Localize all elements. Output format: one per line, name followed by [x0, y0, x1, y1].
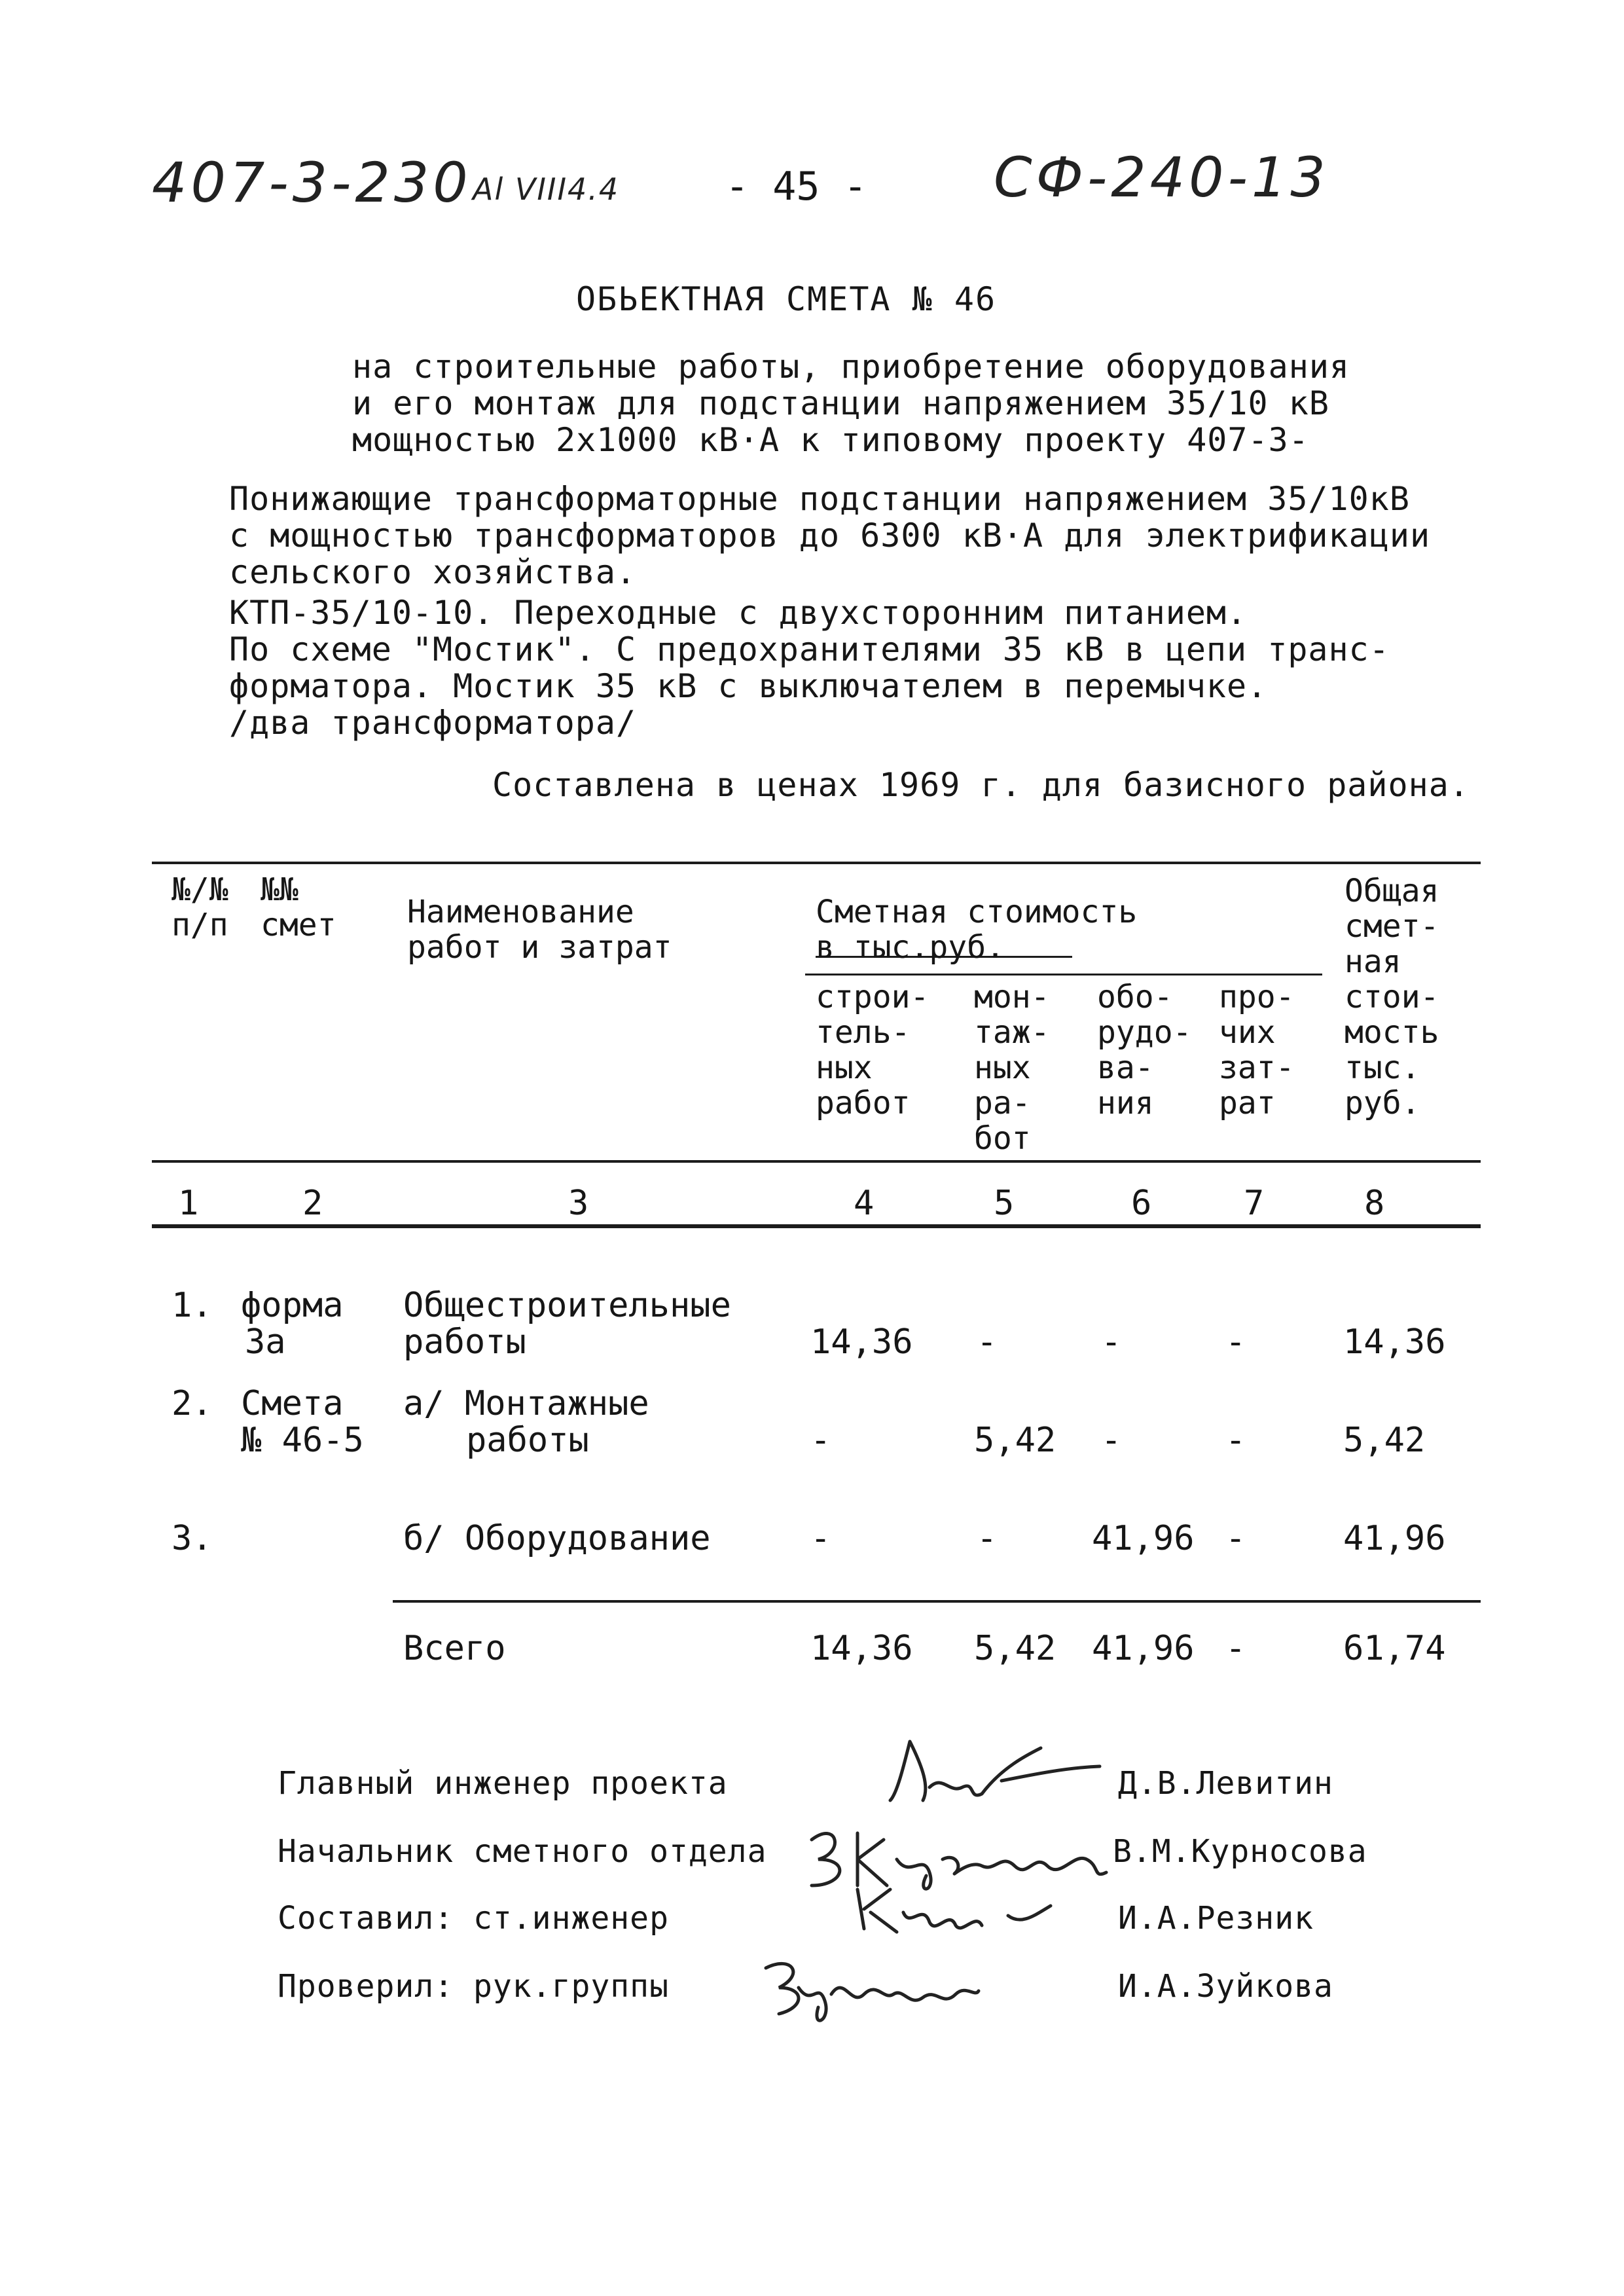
- document-code: 407-3-230: [152, 151, 472, 215]
- table-row-work-name: б/ Оборудование: [403, 1519, 711, 1558]
- table-row-estimate: Смета № 46-5: [241, 1384, 364, 1460]
- table-cell-total: 14,36: [1343, 1322, 1446, 1362]
- signature-scrawl: [753, 1948, 988, 2033]
- price-basis-note: Составлена в ценах 1969 г. для базисного района.: [492, 766, 1470, 804]
- header-estimate-number: №№ смет: [261, 871, 336, 943]
- table-row-number: 2.: [171, 1384, 213, 1423]
- table-cell-equipment: -: [1101, 1322, 1122, 1362]
- total-installation: 5,42: [974, 1629, 1056, 1668]
- header-installation: мон- таж- ных ра- бот: [974, 979, 1050, 1157]
- column-number: 1: [178, 1184, 199, 1223]
- table-cell-total: 5,42: [1343, 1421, 1426, 1460]
- table-row-number: 3.: [171, 1519, 213, 1558]
- column-numbers-rule: [152, 1224, 1481, 1228]
- column-number: 2: [302, 1184, 323, 1223]
- total-equipment: 41,96: [1092, 1629, 1195, 1668]
- description-text: [229, 481, 1430, 591]
- description-line: сельского хозяйства.: [229, 553, 637, 591]
- document-title: ОБЬЕКТНАЯ СМЕТА № 46: [576, 280, 997, 318]
- signatory-name: В.М.Курносова: [1113, 1833, 1367, 1870]
- table-row-work-name: а/ Монтажные работы: [403, 1384, 649, 1460]
- table-cell-installation: -: [977, 1519, 998, 1558]
- column-number: 6: [1131, 1184, 1152, 1223]
- header-work-name: Наименование работ и затрат: [407, 894, 672, 966]
- signatory-name: И.А.Зуйкова: [1118, 1968, 1333, 2005]
- table-cell-other: -: [1225, 1519, 1246, 1558]
- variant-line: форматора. Мостик 35 кВ с выключателем в перемычке.: [229, 667, 1268, 705]
- signature-role: Начальник сметного отдела: [278, 1833, 767, 1870]
- signatory-name: И.А.Резник: [1118, 1900, 1314, 1937]
- header-row-number: №/№ п/п: [171, 871, 228, 943]
- table-cell-other: -: [1225, 1322, 1246, 1362]
- table-row-number: 1.: [171, 1286, 213, 1325]
- total-grand: 61,74: [1343, 1629, 1446, 1668]
- signature-role: Главный инженер проекта: [278, 1765, 728, 1802]
- description-line: Понижающие трансформаторные подстанции напряжением 35/10кВ: [229, 480, 1410, 518]
- sheet-code: СФ-240-13: [994, 145, 1329, 210]
- table-cell-construction: 14,36: [810, 1322, 913, 1362]
- table-cell-installation: 5,42: [974, 1421, 1056, 1460]
- table-cell-installation: -: [977, 1322, 998, 1362]
- table-cell-construction: -: [810, 1519, 831, 1558]
- header-equipment: обо- рудо- ва- ния: [1097, 979, 1192, 1121]
- signatory-name: Д.В.Левитин: [1118, 1765, 1333, 1802]
- table-row-estimate: форма 3а: [241, 1286, 344, 1362]
- intro-line: мощностью 2х1000 кВ·А к типовому проекту 407-3-: [352, 421, 1309, 459]
- header-construction: строи- тель- ных работ: [816, 979, 929, 1121]
- intro-line: на строительные работы, приобретение оборудования: [352, 348, 1350, 386]
- intro-text: [352, 348, 1350, 458]
- intro-line: и его монтаж для подстанции напряжением 35/10 кВ: [352, 384, 1329, 422]
- signature-scrawl: [844, 1876, 1060, 1942]
- total-construction: 14,36: [810, 1629, 913, 1668]
- header-estimated-cost: Сметная стоимость в тыс.руб.: [816, 894, 1138, 966]
- total-rule: [393, 1600, 1481, 1603]
- signature-role: Составил: ст.инженер: [278, 1900, 669, 1937]
- variant-line: /два трансформатора/: [229, 704, 637, 742]
- page-number: - 45 -: [725, 164, 867, 210]
- description-line: с мощностью трансформаторов до 6300 кВ·А для электрификации: [229, 517, 1431, 555]
- variant-text: [229, 594, 1390, 741]
- table-cell-total: 41,96: [1343, 1519, 1446, 1558]
- table-header-rule: [152, 1160, 1481, 1163]
- table-top-rule: [152, 862, 1481, 864]
- table-cell-equipment: 41,96: [1092, 1519, 1195, 1558]
- table-cell-equipment: -: [1101, 1421, 1122, 1460]
- column-number: 8: [1364, 1184, 1385, 1223]
- column-number: 4: [854, 1184, 875, 1223]
- album-reference: Al VIII4.4: [473, 172, 620, 207]
- group-header-rule: [805, 974, 1322, 975]
- total-label: Всего: [403, 1629, 506, 1668]
- table-cell-construction: -: [810, 1421, 831, 1460]
- header-total-cost: Общая смет- ная стои- мость тыс. руб.: [1344, 873, 1439, 1121]
- table-cell-other: -: [1225, 1421, 1246, 1460]
- total-other: -: [1225, 1629, 1246, 1668]
- header-other: про- чих зат- рат: [1219, 979, 1295, 1121]
- variant-line: По схеме "Мостик". С предохранителями 35 кВ в цепи транс-: [229, 630, 1390, 668]
- column-number: 7: [1244, 1184, 1265, 1223]
- column-number: 5: [994, 1184, 1015, 1223]
- signature-scrawl: [884, 1728, 1106, 1813]
- column-number: 3: [568, 1184, 589, 1223]
- variant-line: КТП-35/10-10. Переходные с двухсторонним питанием.: [229, 594, 1248, 632]
- signature-role: Проверил: рук.группы: [278, 1968, 669, 2005]
- table-row-work-name: Общестроительные работы: [403, 1286, 731, 1362]
